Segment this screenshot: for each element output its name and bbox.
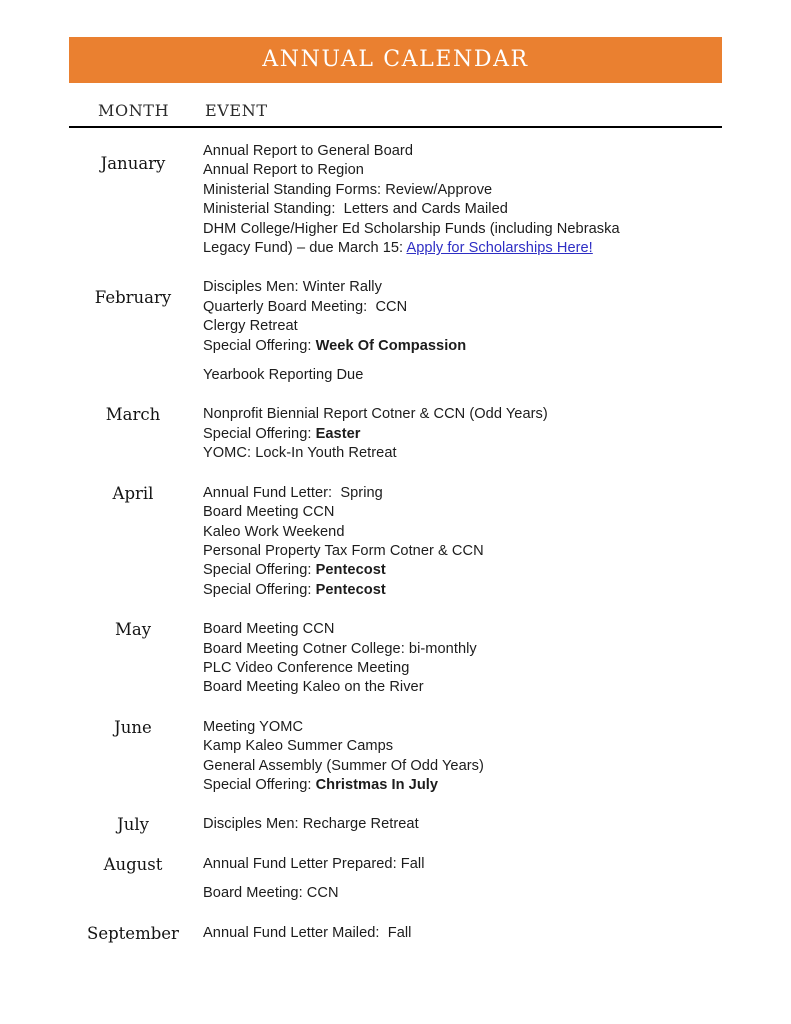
- event-item: [203, 161, 731, 180]
- event-text: Annual Report to Region: [203, 162, 364, 179]
- event-item: [203, 581, 731, 600]
- event-text: Kaleo Work Weekend: [203, 523, 345, 540]
- event-text: Annual Report to General Board: [203, 143, 413, 159]
- event-text: Board Meeting Kaleo on the River: [203, 679, 424, 696]
- column-header-event: EVENT: [205, 101, 268, 120]
- event-text: Board Meeting Cotner College: bi-monthly: [203, 640, 477, 657]
- event-emphasis: Easter: [315, 425, 361, 442]
- month-label-january: January: [100, 154, 166, 173]
- event-item: [203, 444, 731, 463]
- column-header-row: [69, 100, 722, 126]
- event-item: [203, 815, 731, 834]
- month-label-september: September: [87, 923, 179, 943]
- event-item: [203, 924, 731, 943]
- event-list-september: [203, 924, 791, 943]
- event-emphasis: Pentecost: [315, 562, 386, 579]
- event-item: [203, 737, 731, 756]
- event-item: [203, 678, 731, 697]
- event-item: [203, 855, 731, 874]
- event-item: [203, 659, 731, 678]
- event-item: [203, 884, 731, 903]
- event-text: Clergy Retreat: [203, 318, 298, 335]
- event-item: [203, 337, 731, 356]
- month-row: [0, 405, 791, 463]
- event-item: [203, 181, 731, 200]
- header-divider-rule: [69, 126, 722, 128]
- event-item: [203, 523, 731, 542]
- event-list-march: [203, 405, 791, 463]
- month-row: [0, 855, 791, 904]
- month-row: [0, 718, 791, 796]
- event-text: Disciples Men: Winter Rally: [203, 279, 382, 296]
- event-list-august: [203, 855, 791, 904]
- event-text: Special Offering:: [203, 337, 316, 354]
- event-item: [203, 317, 731, 336]
- event-item: [203, 425, 731, 444]
- event-item: [203, 239, 731, 258]
- event-text: Annual Fund Letter Prepared: Fall: [203, 855, 425, 872]
- column-header-month: MONTH: [98, 101, 170, 120]
- event-text: DHM College/Higher Ed Scholarship Funds (including Nebraska: [203, 220, 620, 237]
- event-item: [203, 405, 731, 424]
- event-emphasis: Pentecost: [315, 581, 386, 598]
- event-item: [203, 200, 731, 219]
- event-text: Special Offering:: [203, 425, 316, 442]
- event-item: [203, 298, 731, 317]
- event-list-february: [203, 278, 791, 385]
- event-text: Special Offering:: [203, 562, 316, 579]
- event-text: Legacy Fund) – due March 15:: [203, 240, 407, 257]
- month-label-february: February: [94, 288, 172, 308]
- event-item: [203, 278, 731, 297]
- event-item: [203, 542, 731, 561]
- event-item: [203, 776, 731, 795]
- event-item: [203, 620, 731, 639]
- event-text: Personal Property Tax Form Cotner & CCN: [203, 542, 484, 559]
- event-item: [203, 757, 731, 776]
- event-item: [203, 503, 731, 522]
- event-item: [203, 718, 731, 737]
- event-text: Annual Fund Letter: Spring: [203, 484, 383, 501]
- event-text: Meeting YOMC: [203, 718, 304, 735]
- month-row: [0, 924, 791, 943]
- event-text: Board Meeting: CCN: [203, 885, 339, 902]
- event-list-july: [203, 815, 791, 834]
- calendar-body: [0, 138, 791, 943]
- month-row: [0, 278, 791, 385]
- event-text: Nonprofit Biennial Report Cotner & CCN (Odd Years): [203, 406, 548, 423]
- event-text: Board Meeting CCN: [203, 504, 335, 521]
- event-text: PLC Video Conference Meeting: [203, 659, 410, 676]
- month-row: [0, 620, 791, 698]
- event-text: Quarterly Board Meeting: CCN: [203, 298, 408, 315]
- event-item: [203, 220, 731, 239]
- event-list-january: [203, 142, 791, 258]
- month-label-june: June: [114, 717, 152, 737]
- event-item: [203, 561, 731, 580]
- event-item: [203, 366, 731, 385]
- event-text: Special Offering:: [203, 581, 316, 598]
- month-label-april: April: [112, 483, 154, 503]
- event-text: Ministerial Standing Forms: Review/Approve: [203, 181, 493, 198]
- month-label-august: August: [103, 854, 163, 874]
- event-text: General Assembly (Summer Of Odd Years): [203, 757, 484, 774]
- event-text: Special Offering:: [203, 776, 316, 793]
- event-text: Yearbook Reporting Due: [203, 367, 364, 384]
- month-label-may: May: [114, 620, 152, 640]
- event-emphasis: Christmas In July: [315, 776, 439, 793]
- month-label-july: July: [117, 815, 149, 835]
- event-text: Board Meeting CCN: [203, 621, 335, 638]
- event-item: [203, 142, 731, 161]
- title-banner: [69, 37, 722, 83]
- month-row: [0, 484, 791, 600]
- scholarship-application-link[interactable]: Apply for Scholarships Here!: [406, 240, 593, 257]
- event-item: [203, 640, 731, 659]
- event-emphasis: Week Of Compassion: [315, 337, 467, 354]
- event-text: Kamp Kaleo Summer Camps: [203, 738, 394, 755]
- event-text: Annual Fund Letter Mailed: Fall: [203, 924, 412, 941]
- month-label-march: March: [105, 405, 161, 425]
- month-row: [0, 815, 791, 834]
- event-list-may: [203, 620, 791, 698]
- page-title: ANNUAL CALENDAR: [262, 47, 529, 72]
- event-list-april: [203, 484, 791, 600]
- event-text: YOMC: Lock-In Youth Retreat: [203, 445, 397, 462]
- event-list-june: [203, 718, 791, 796]
- month-row: [0, 142, 791, 258]
- event-text: Disciples Men: Recharge Retreat: [203, 816, 419, 833]
- event-item: [203, 484, 731, 503]
- event-text: Ministerial Standing: Letters and Cards Mailed: [203, 201, 508, 218]
